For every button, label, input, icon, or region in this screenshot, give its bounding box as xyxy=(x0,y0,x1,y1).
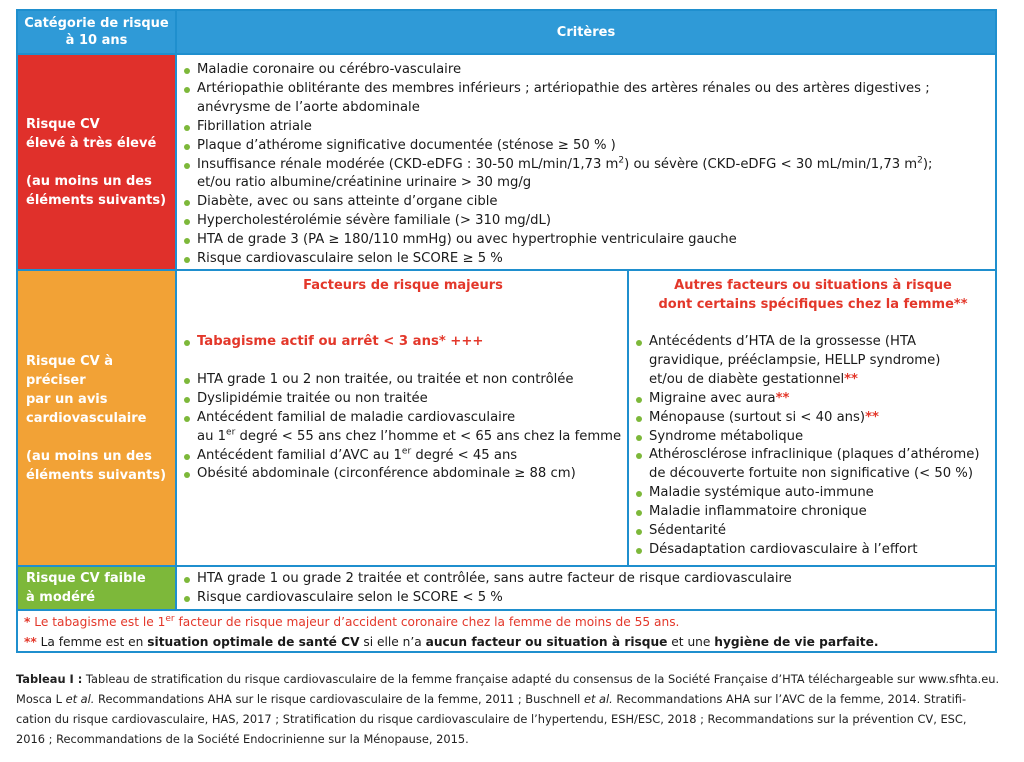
low-risk-criteria xyxy=(180,570,992,608)
header-category-l1: Catégorie de risque xyxy=(24,16,169,31)
list-item: HTA grade 1 ou 2 non traitée, ou traitée et non contrôlée xyxy=(180,371,626,390)
low-risk-title-l2: à modéré xyxy=(26,590,96,605)
avc-text-a: Antécédent familial d’AVC au 1 xyxy=(197,447,402,463)
medium-risk-title-l1: Risque CV à préciser xyxy=(26,353,114,388)
list-item-continuation xyxy=(632,465,994,484)
caption-line-4: 2016 ; Recommandations de la Société Endocrinienne sur la Ménopause, 2015. xyxy=(16,732,469,746)
footnote-text: et une xyxy=(667,635,715,649)
list-item-text: gravidique, prééclampsie, HELLP syndrome) xyxy=(649,352,941,368)
footnote-text: facteur de risque majeur d’accident coronaire chez la femme de moins de 55 ans. xyxy=(174,615,680,629)
caption-italic: et al. xyxy=(65,692,95,706)
list-item-text: et/ou ratio albumine/créatinine urinaire > 30 mg/g xyxy=(197,175,532,191)
superscript: er xyxy=(226,427,236,438)
medium-risk-title-l2: par un avis xyxy=(26,391,108,407)
footnote-text: Le tabagisme est le 1 xyxy=(30,615,166,629)
high-risk-title-l2: élevé à très élevé xyxy=(26,135,157,151)
caption-lead: Tableau I : xyxy=(16,672,83,686)
header-category-l2: à 10 ans xyxy=(65,33,128,48)
caption-line-1 xyxy=(16,669,1006,689)
superscript: er xyxy=(165,613,175,624)
list-item: Dyslipidémie traitée ou non traitée xyxy=(180,390,626,409)
list-item: Risque cardiovasculaire selon le SCORE ≥ 5 % xyxy=(180,250,992,269)
list-item: Fibrillation atriale xyxy=(180,118,992,137)
list-item-avc xyxy=(180,447,626,466)
list-item-ckd xyxy=(180,156,992,175)
list-item: HTA grade 1 ou grade 2 traitée et contrôlée, sans autre facteur de risque cardiovasculaire xyxy=(180,570,992,589)
list-item-continuation xyxy=(180,428,626,447)
high-risk-note-l1: (au moins un des xyxy=(26,173,152,189)
list-item-text: Migraine avec aura xyxy=(649,390,776,406)
degree-text-a: au 1 xyxy=(197,428,227,444)
list-item: Antécédent familial de maladie cardiovasculaire xyxy=(180,409,626,428)
list-item-text: Ménopause (surtout si < 40 ans) xyxy=(649,409,866,425)
header-category xyxy=(18,11,175,53)
footnote-text: La femme est en xyxy=(36,635,148,649)
caption-text: Recommandations AHA sur le risque cardiovasculaire de la femme, 2011 ; Buschnell xyxy=(94,692,584,706)
footnote-bold: situation optimale de santé CV xyxy=(147,635,360,649)
footnote-bold: hygiène de vie parfaite. xyxy=(714,635,879,649)
footnote-bold: aucun facteur ou situation à risque xyxy=(425,635,668,649)
footnote-text: si elle n’a xyxy=(359,635,426,649)
medium-risk-title-l3: cardiovasculaire xyxy=(26,410,147,426)
high-risk-note-l2: éléments suivants) xyxy=(26,192,167,208)
other-factors-title-l2 xyxy=(632,295,994,314)
caption-text: Tableau de stratification du risque cardiovasculaire de la femme française adapté du consensus de la Société Française d’HTA téléchargeable sur www.sfhta.eu. xyxy=(82,672,1000,686)
footnote-star: * xyxy=(24,615,31,629)
list-item-text: de découverte fortuite non significative (< 50 %) xyxy=(649,466,973,482)
list-item-text: et/ou de diabète gestationnel xyxy=(649,371,845,387)
ckd-text-b: ) ou sévère (CKD-eDFG < 30 mL/min/1,73 m xyxy=(624,156,918,172)
table-caption xyxy=(16,669,1006,749)
avc-text-b: degré < 45 ans xyxy=(411,447,518,463)
footnote-1 xyxy=(24,612,990,632)
caption-italic: et al. xyxy=(583,692,613,706)
list-item: Maladie systémique auto-immune xyxy=(632,484,994,503)
divider xyxy=(627,271,629,565)
list-item: Sédentarité xyxy=(632,522,994,541)
high-risk-label xyxy=(18,55,175,269)
medium-risk-note-l2: éléments suivants) xyxy=(26,467,167,483)
other-factors-column xyxy=(632,276,994,560)
divider xyxy=(175,11,177,609)
divider xyxy=(18,53,995,55)
list-item: Diabète, avec ou sans atteinte d’organe cible xyxy=(180,193,992,212)
header-criteria xyxy=(177,11,995,53)
caption-text: Recommandations AHA sur l’AVC de la femme, 2014. Stratifi- xyxy=(612,692,967,706)
list-item-continuation xyxy=(180,99,992,118)
low-risk-title-l1: Risque CV faible xyxy=(26,571,146,586)
major-factors-title: Facteurs de risque majeurs xyxy=(303,278,503,293)
medium-risk-note-l1: (au moins un des xyxy=(26,448,152,464)
footnotes xyxy=(24,612,990,652)
divider xyxy=(18,565,995,567)
list-item: Antécédents d’HTA de la grossesse (HTA xyxy=(632,333,994,352)
list-item xyxy=(632,409,994,428)
superscript: er xyxy=(401,446,412,457)
stars: ** xyxy=(865,409,879,425)
caption-line-3: cation du risque cardiovasculaire, HAS, 2017 ; Stratification du risque cardiovasculaire de l’hypertendu, ESH/ESC, 2018 ; Recommandations sur la prévention CV, ESC, xyxy=(16,712,967,726)
tabac-item xyxy=(180,333,626,352)
major-factors-column xyxy=(180,276,626,484)
list-item: Désadaptation cardiovasculaire à l’effort xyxy=(632,541,994,560)
list-item: Obésité abdominale (circonférence abdominale ≥ 88 cm) xyxy=(180,465,626,484)
list-item-continuation xyxy=(632,352,994,371)
stars: ** xyxy=(775,390,790,406)
medium-risk-label xyxy=(18,271,175,565)
list-item: Syndrome métabolique xyxy=(632,428,994,447)
risk-table xyxy=(16,9,997,653)
list-item: Maladie coronaire ou cérébro-vasculaire xyxy=(180,61,992,80)
divider xyxy=(18,609,995,611)
other-factors-title-text: dont certains spécifiques chez la femme xyxy=(658,297,954,312)
superscript: 2 xyxy=(618,155,625,166)
ckd-text-c: ); xyxy=(922,156,933,172)
tabac-text: Tabagisme actif ou arrêt < 3 ans* +++ xyxy=(197,334,484,349)
footnote-2 xyxy=(24,632,990,652)
high-risk-title-l1: Risque CV xyxy=(26,116,100,132)
list-item-continuation xyxy=(180,174,992,193)
stars: ** xyxy=(953,297,968,312)
footnote-star: ** xyxy=(24,635,37,649)
list-item: Athérosclérose infraclinique (plaques d’athérome) xyxy=(632,446,994,465)
divider xyxy=(18,269,995,271)
list-item: Maladie inflammatoire chronique xyxy=(632,503,994,522)
list-item xyxy=(632,390,994,409)
caption-line-2 xyxy=(16,689,1006,709)
other-factors-title-l1: Autres facteurs ou situations à risque xyxy=(674,278,952,293)
list-item: HTA de grade 3 (PA ≥ 180/110 mmHg) ou avec hypertrophie ventriculaire gauche xyxy=(180,231,992,250)
low-risk-label xyxy=(18,567,175,609)
list-item: Hypercholestérolémie sévère familiale (> 310 mg/dL) xyxy=(180,212,992,231)
list-item: Risque cardiovasculaire selon le SCORE < 5 % xyxy=(180,589,992,608)
header-criteria-label: Critères xyxy=(556,24,616,40)
ckd-text-a: Insuffisance rénale modérée (CKD-eDFG : 30-50 mL/min/1,73 m xyxy=(197,156,619,172)
caption-text: Mosca L xyxy=(16,692,66,706)
list-item-text: anévrysme de l’aorte abdominale xyxy=(197,99,420,115)
high-risk-criteria xyxy=(180,61,992,269)
list-item-continuation xyxy=(632,371,994,390)
degree-text-b: degré < 55 ans chez l’homme et < 65 ans chez la femme xyxy=(235,428,622,444)
list-item: Plaque d’athérome significative documentée (sténose ≥ 50 % ) xyxy=(180,137,992,156)
superscript: 2 xyxy=(917,155,923,166)
list-item: Artériopathie oblitérante des membres inférieurs ; artériopathie des artères rénales ou des artères digestives ; xyxy=(180,80,992,99)
stars: ** xyxy=(844,371,858,387)
